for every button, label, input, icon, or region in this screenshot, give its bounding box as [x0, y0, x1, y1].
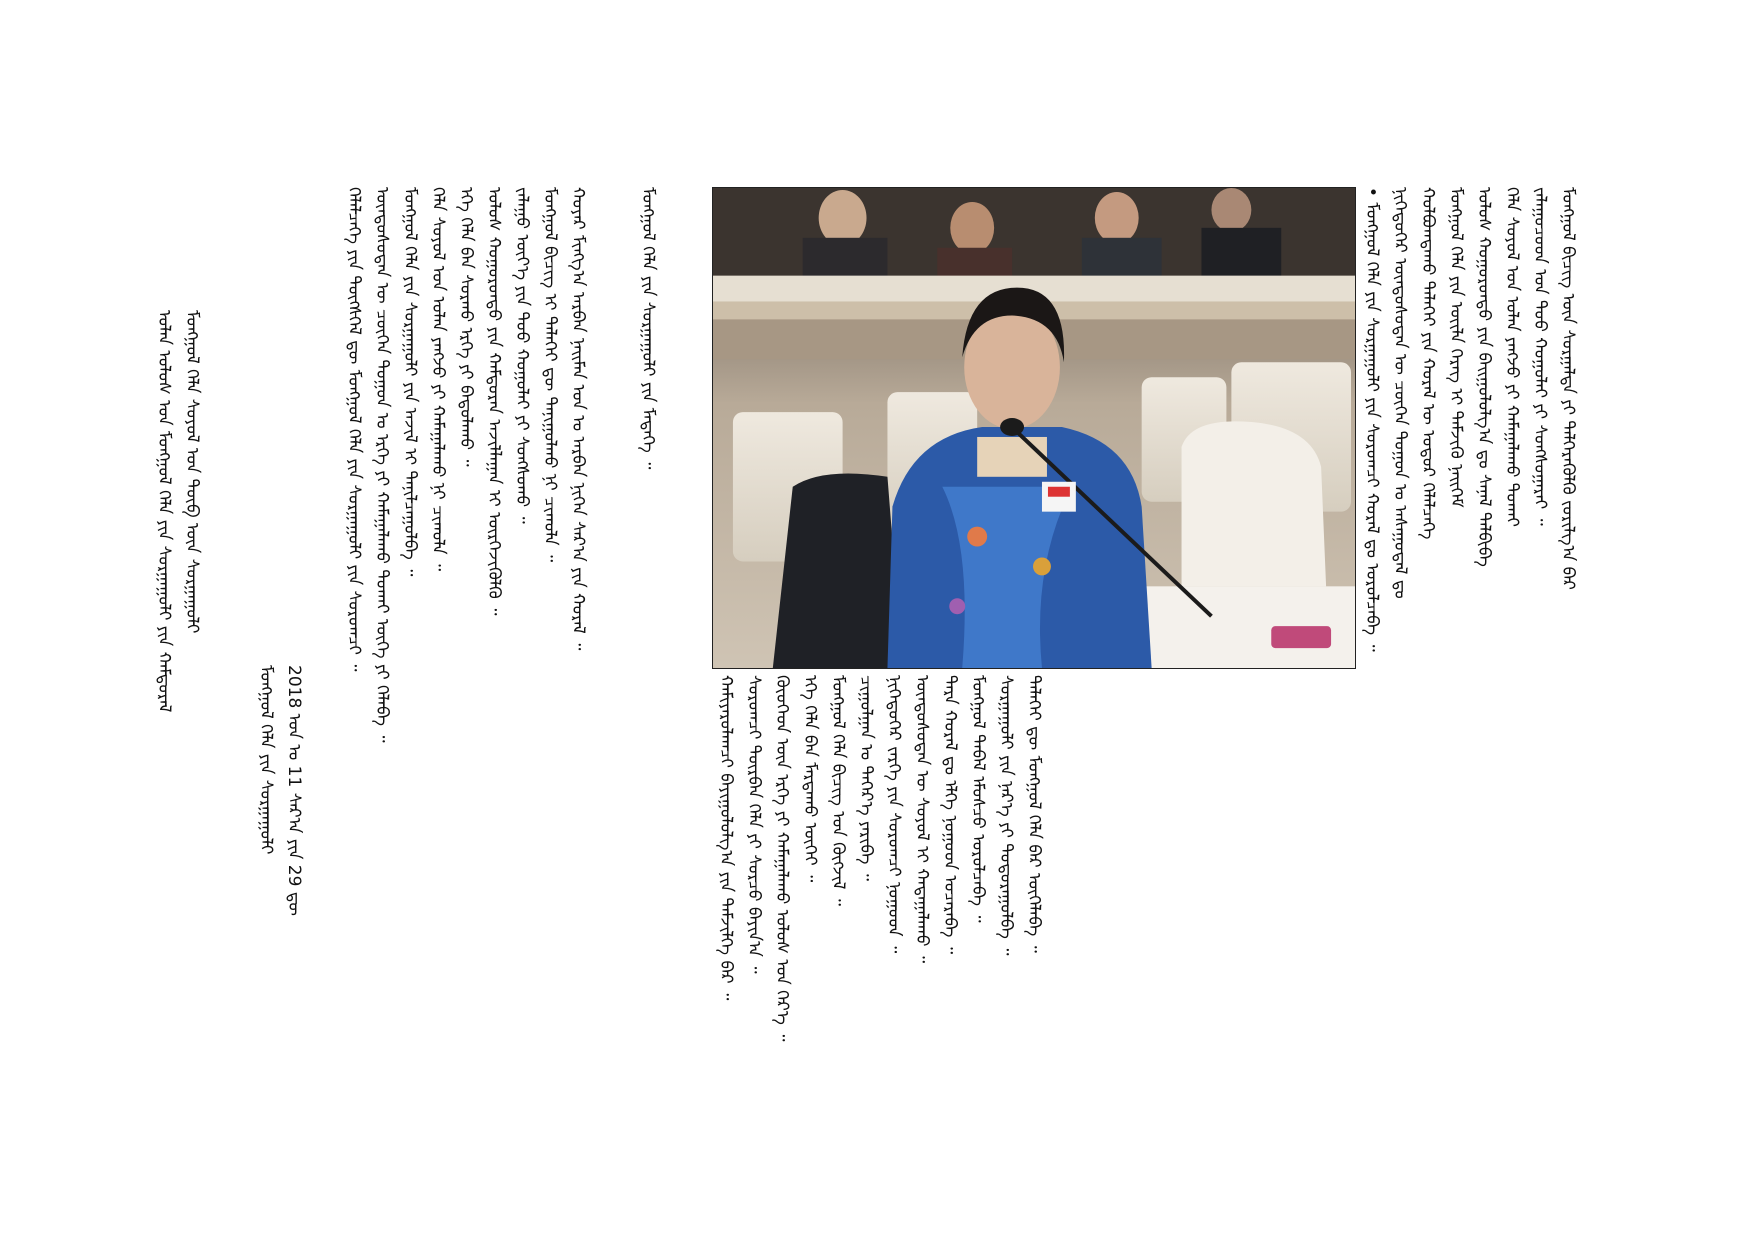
text-line: ᠰᠤᠷᠭᠠᠭᠤᠯᠢ ᠶᠢᠨ ᠨᠡᠷ᠎ᠡ ᠶᠢ ᠲᠣᠳᠣᠷᠠᠭᠤᠯᠪᠠ ᠃	[996, 675, 1016, 956]
text-line: ᠡᠬᠡ ᠬᠡᠯᠡ ᠪᠡᠨ ᠰᠤᠷᠬᠤ ᠡᠷᠬᠡ ᠶᠢ ᠪᠠᠲᠤᠯᠠᠬᠤ ᠃	[456, 187, 476, 467]
text-line: ᠮᠣᠩᠭᠣᠯ ᠪᠢᠴᠢᠭ᠌ ᠦᠨ ᠰᠤᠷᠭᠠᠯᠲᠠ ᠶᠢ ᠳᠡᠯᠭᠡᠷᠡᠭᠦᠯᠬᠦ ᠵᠣᠷᠢᠯᠭ᠎ᠠ ᠪᠠᠷ	[1558, 187, 1578, 590]
text-line: ᠦᠨᠳᠦᠰᠦᠲᠡᠨ ᠦ ᠴᠥᠭᠡᠨ ᠳᠣᠭᠤᠨ ᠤ ᠡᠷᠬᠡ ᠶᠢ ᠬᠠᠮᠠᠭᠠᠯᠠᠬᠤ ᠲᠤᠬᠠᠢ ᠦᠭᠡ ᠶᠢ ᠬᠡᠯᠡᠪᠡ ᠃	[372, 187, 392, 743]
org-line: ᠣᠯᠠᠨ ᠤᠯᠤᠰ ᠤᠨ ᠮᠣᠩᠭᠣᠯ ᠬᠡᠯᠡ ᠶᠢᠨ ᠰᠤᠷᠭᠠᠭᠤᠯᠢ ᠶᠢᠨ ᠬᠠᠮᠲᠤᠷᠠᠯ	[154, 310, 174, 713]
photo-student-at-un-conference-icon	[713, 188, 1355, 668]
conference-photo	[712, 187, 1356, 669]
text-line: ᠮᠣᠩᠭᠣᠯ ᠬᠡᠯᠡ ᠶᠢᠨ ᠰᠤᠷᠭᠠᠭᠤᠯᠢ ᠶᠢᠨ ᠮᠡᠳᠡᠭᠡ ᠃	[638, 187, 658, 470]
text-line: ᠬᠦᠦᠬᠡᠳ ᠦᠨ ᠡᠷᠬᠡ ᠶᠢ ᠬᠠᠮᠠᠭᠠᠯᠠᠬᠤ ᠤᠯᠤᠰ ᠤᠨ ᠭᠡᠷ᠎ᠡ ᠃	[772, 675, 792, 1042]
text-line: ᠬᠣᠯᠪᠣᠭᠳᠠᠬᠤ ᠳᠡᠯᠡᠬᠡᠢ ᠶᠢᠨ ᠬᠤᠷᠠᠯ ᠦ ᠤᠳᠤᠷ ᠬᠡᠯᠡᠯᠴᠡᠭᠡ	[1418, 187, 1438, 540]
article-intro-line	[634, 187, 674, 607]
text-line: ᠬᠠᠮᠢᠶᠠᠷᠤᠯᠠᠭᠴᠢ ᠪᠠᠶᠢᠭᠤᠯᠤᠯᠭ᠎ᠠ ᠶᠢᠨ ᠳᠡᠮᠵᠢᠯᠭᠡ ᠪᠡᠷ ᠃	[716, 675, 736, 1001]
signature-line: ᠮᠣᠩᠭᠣᠯ ᠬᠡᠯᠡ ᠶᠢᠨ ᠰᠤᠷᠭᠠᠭᠤᠯᠢ	[256, 665, 276, 855]
org-line: ᠮᠣᠩᠭᠣᠯ ᠬᠡᠯᠡ ᠰᠣᠶᠣᠯ ᠤᠨ ᠲᠥᠪ ᠦᠨ ᠰᠤᠷᠭᠠᠭᠤᠯᠢ	[182, 310, 202, 634]
text-line: ᠮᠣᠩᠭᠣᠯ ᠪᠢᠴᠢᠭ᠌ ᠢ ᠳᠡᠯᠡᠬᠡᠢ ᠳᠦ ᠲᠠᠨᠢᠭᠤᠯᠬᠤ ᠨᠢ ᠴᠢᠬᠤᠯᠠ ᠃	[540, 187, 560, 563]
text-line: ᠵᠠᠯᠠᠭᠤᠴᠤᠳ ᠤᠨ ᠳᠤᠤ ᠬᠣᠭᠣᠯᠠᠢ ᠶᠢ ᠰᠣᠩᠰᠣᠭᠠᠷᠠᠢ ᠃	[1530, 187, 1550, 526]
text-line: ᠮᠣᠩᠭᠣᠯ ᠬᠡᠯᠡ ᠶᠢᠨ ᠰᠤᠷᠭᠠᠭᠤᠯᠢ ᠶᠢᠨ ᠠᠵᠢᠯ ᠢ ᠲᠠᠨᠢᠯᠴᠠᠭᠤᠯᠪᠠ ᠃	[400, 187, 420, 577]
signature-block	[252, 665, 322, 955]
text-line: ᠲᠡᠷᠡ ᠬᠤᠷᠠᠯ ᠳᠤ ᠡᠯᠭᠡ ᠨᠤᠭᠤᠳ ᠤᠴᠠᠷᠠᠪᠠ ᠃	[940, 675, 960, 955]
text-line: ᠨᠢᠭᠡᠳᠦᠭᠡᠷ ᠦᠨᠳᠦᠰᠦᠲᠡᠨ ᠦ ᠴᠥᠭᠡᠨ ᠳᠣᠭᠤᠨ ᠤ ᠠᠰᠠᠭᠤᠳᠠᠯ ᠳᠤ	[1390, 187, 1410, 599]
article-left-block	[340, 187, 610, 1067]
text-line: ᠨᠢᠭᠡᠳᠦᠭᠡᠷ ᠵᠡᠷᠭᠡ ᠶᠢᠨ ᠰᠤᠷᠤᠭᠴᠢ ᠨᠤᠭᠤᠳ ᠃	[884, 675, 904, 954]
text-line: ᠰᠤᠷᠤᠭᠴᠢ ᠳᠦᠷᠪᠡᠨ ᠬᠡᠯᠡ ᠶᠢ ᠰᠤᠷᠴᠤ ᠪᠠᠶᠢᠨ᠎ᠠ ᠃	[744, 675, 764, 974]
text-line: ᠤᠯᠤᠰ ᠬᠣᠭᠣᠷᠣᠨᠳᠤ ᠶᠢᠨ ᠪᠠᠢᠭᠤᠯᠤᠯᠭ᠎ᠠ ᠳᠤ ᠰᠠᠨᠠᠯ ᠲᠠᠯᠪᠢᠪᠠ	[1474, 187, 1494, 567]
text-line: ᠴᠢᠭᠤᠯᠭᠠᠨ ᠤ ᠳᠡᠭᠡᠷ᠎ᠡ ᠶᠠᠷᠢᠪᠠ ᠃	[856, 675, 876, 881]
text-line: • ᠮᠣᠩᠭᠣᠯ ᠬᠡᠯᠡ ᠶᠢᠨ ᠰᠤᠷᠭᠠᠭᠤᠯᠢ ᠶᠢᠨ ᠰᠤᠷᠤᠭᠴᠢ ᠬᠤᠷᠠᠯ ᠳᠤ ᠣᠷᠤᠯᠴᠠᠪᠠ ᠃	[1362, 187, 1382, 652]
article-right-block	[1358, 187, 1588, 1057]
text-line: ᠮᠣᠩᠭᠣᠯ ᠬᠡᠯᠡ ᠪᠢᠴᠢᠭ᠌ ᠤᠨ ᠬᠥᠭᠵᠢᠯ ᠃	[828, 675, 848, 906]
text-line: ᠤᠯᠤᠰ ᠬᠣᠭᠣᠷᠣᠨᠳᠤ ᠶᠢᠨ ᠬᠠᠮᠲᠤᠷᠠᠨ ᠠᠵᠢᠯᠯᠠᠭᠠᠨ ᠢ ᠥᠷᠭᠡᠵᠢᠭᠦᠯᠬᠦ ᠃	[484, 187, 504, 616]
text-line: ᠮᠣᠩᠭᠣᠯ ᠳᠡᠪᠡᠯ ᠡᠮᠦᠰᠴᠦ ᠣᠷᠤᠯᠴᠠᠪᠠ ᠃	[968, 675, 988, 923]
text-line: ᠡᠬᠡ ᠬᠡᠯᠡ ᠪᠡᠨ ᠮᠠᠷᠲᠠᠬᠤ ᠦᠭᠡᠢ ᠃	[800, 675, 820, 883]
text-line: ᠳᠡᠯᠡᠬᠡᠢ ᠳᠦ ᠮᠣᠩᠭᠣᠯ ᠬᠡᠯᠡ ᠪᠠᠷ ᠦᠭᠡᠯᠡᠪᠡ ᠃	[1024, 675, 1044, 953]
text-line: ᠵᠠᠯᠠᠭᠤ ᠦᠶ᠎ᠡ ᠶᠢᠨ ᠳᠤᠤ ᠬᠣᠭᠣᠯᠠᠢ ᠶᠢ ᠰᠣᠩᠰᠣᠬᠤ ᠃	[512, 187, 532, 524]
text-line: ᠬᠡᠯᠡ ᠰᠣᠶᠣᠯ ᠤᠨ ᠣᠯᠠᠨ ᠶᠠᠩᠵᠤ ᠶᠢ ᠬᠠᠮᠠᠭᠠᠯᠠᠬᠤ ᠲᠤᠬᠠᠢ	[1502, 187, 1522, 527]
text-line: ᠬᠣᠶᠠᠷ ᠮᠢᠩᠭ᠎ᠠ ᠠᠷᠪᠠᠨ ᠨᠠᠢᠮᠠᠨ ᠣᠨ ᠤ ᠠᠷᠪᠠᠨ ᠨᠢᠭᠡᠨ ᠰᠠᠷ᠎ᠠ ᠶᠢᠨ ᠬᠤᠷᠠᠯ ᠃	[568, 187, 588, 651]
text-line: ᠬᠡᠯᠡᠯᠴᠡᠭᠡ ᠶᠢᠨ ᠲᠥᠭᠰᠭᠡᠯ ᠳᠦ ᠮᠣᠩᠭᠣᠯ ᠬᠡᠯᠡ ᠶᠢᠨ ᠰᠤᠷᠭᠠᠭᠤᠯᠢ ᠶᠢᠨ ᠰᠤᠷᠤᠭᠴᠢ ᠃	[344, 187, 364, 672]
text-line: ᠬᠡᠯᠡ ᠰᠣᠶᠣᠯ ᠤᠨ ᠣᠯᠠᠨ ᠶᠠᠩᠵᠤ ᠶᠢ ᠬᠠᠮᠠᠭᠠᠯᠠᠬᠤ ᠨᠢ ᠴᠢᠬᠤᠯᠠ ᠃	[428, 187, 448, 572]
date-line: 2018 ᠣᠨ ᠤ 11 ᠰᠠᠷ᠎ᠠ ᠶᠢᠨ 29 ᠳᠦ	[284, 665, 304, 916]
text-line: ᠦᠨᠳᠦᠰᠦᠲᠡᠨ ᠦ ᠰᠣᠶᠣᠯ ᠢ ᠬᠠᠳᠠᠭᠠᠯᠠᠬᠤ ᠃	[912, 675, 932, 964]
text-line: ᠮᠣᠩᠭᠣᠯ ᠬᠡᠯᠡ ᠶᠢᠨ ᠦᠢᠯᠡ ᠬᠡᠷᠡᠭ ᠢ ᠳᠡᠮᠵᠢᠬᠦ ᠨᠡᠢᠭᠡᠮ	[1446, 187, 1466, 508]
article-mid-block	[712, 675, 1356, 1070]
organization-block	[150, 310, 220, 1030]
